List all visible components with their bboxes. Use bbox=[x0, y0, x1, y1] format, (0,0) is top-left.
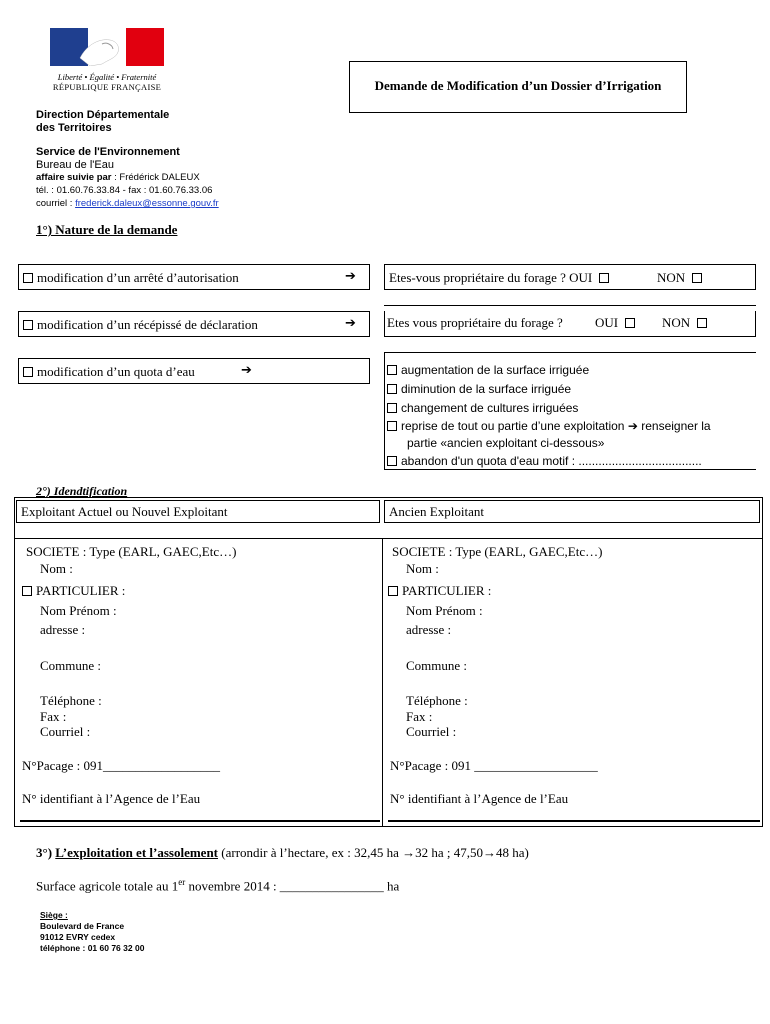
col-left-title: Exploitant Actuel ou Nouvel Exploitant bbox=[21, 504, 228, 519]
quota-option-label: abandon d'un quota d'eau motif : ..................................... bbox=[401, 454, 702, 468]
surface-label: Surface agricole totale au 1 bbox=[36, 878, 179, 894]
option-recepisse-box[interactable] bbox=[18, 311, 370, 337]
row-divider bbox=[384, 305, 756, 306]
pacage-left[interactable]: N°Pacage : 091__________________ bbox=[22, 758, 221, 773]
col-right-title-box bbox=[384, 500, 760, 523]
column-divider bbox=[382, 538, 383, 827]
email-link[interactable]: frederick.daleux@essonne.gouv.fr bbox=[75, 198, 219, 209]
quota-option-row bbox=[387, 399, 759, 418]
col-right-title: Ancien Exploitant bbox=[389, 504, 484, 519]
quota-option-row bbox=[387, 418, 759, 435]
col-left-title-box bbox=[16, 500, 380, 523]
quota-option-label: changement de cultures irriguées bbox=[401, 401, 579, 415]
courriel-label: Courriel : bbox=[40, 724, 91, 739]
quota-option-label: diminution de la surface irriguée bbox=[401, 382, 572, 396]
q1-non-label: NON bbox=[657, 270, 686, 285]
form-title: Demande de Modification d’un Dossier d’Irrigation bbox=[374, 78, 662, 93]
telephone-label: Téléphone : bbox=[406, 693, 468, 708]
arrete-checkbox[interactable] bbox=[23, 273, 33, 283]
question1-label: Etes-vous propriétaire du forage ? OUI bbox=[389, 270, 593, 285]
identifiant-right-line[interactable] bbox=[388, 820, 760, 822]
nom-label: Nom : bbox=[406, 561, 439, 576]
q2-non-checkbox[interactable] bbox=[697, 318, 707, 328]
section3-number: 3°) bbox=[36, 845, 56, 860]
section3-note: (arrondir à l’hectare, ex : 32,45 ha →32 ha ; 47,50→48 ha) bbox=[218, 845, 529, 860]
identifiant-left-line[interactable] bbox=[20, 820, 380, 822]
footer-address bbox=[40, 910, 144, 954]
abandon-checkbox[interactable] bbox=[387, 456, 397, 466]
particulier-label: PARTICULIER : bbox=[36, 583, 126, 598]
logo-republic: RÉPUBLIQUE FRANÇAISE bbox=[52, 82, 162, 92]
nom-prenom-label: Nom Prénom : bbox=[406, 603, 483, 618]
form-title-box bbox=[349, 61, 687, 113]
quota-options-border bbox=[384, 352, 385, 470]
section1-heading: 1°) Nature de la demande bbox=[36, 222, 178, 237]
question1-box bbox=[384, 264, 756, 290]
option-quota-label: modification d’un quota d’eau bbox=[37, 364, 195, 379]
siege-label: Siège : bbox=[40, 910, 68, 920]
quota-options-list bbox=[387, 361, 759, 471]
recepisse-checkbox[interactable] bbox=[23, 320, 33, 330]
affaire-value: : Frédérick DALEUX bbox=[111, 172, 200, 183]
option-recepisse-label: modification d’un récépissé de déclaration bbox=[37, 317, 258, 332]
fax-label: Fax : bbox=[40, 709, 67, 724]
reprise-line2: partie «ancien exploitant ci-dessous» bbox=[407, 436, 605, 450]
augmentation-checkbox[interactable] bbox=[387, 365, 397, 375]
footer-phone: téléphone : 01 60 76 32 00 bbox=[40, 943, 145, 953]
pacage-right[interactable]: N°Pacage : 091 ___________________ bbox=[390, 758, 598, 773]
identifiant-left: N° identifiant à l’Agence de l’Eau bbox=[22, 791, 201, 806]
affaire-label: affaire suivie par bbox=[36, 172, 112, 183]
question2-box bbox=[384, 311, 756, 337]
quota-option-label: augmentation de la surface irriguée bbox=[401, 363, 590, 377]
q2-non-label: NON bbox=[662, 315, 691, 330]
footer-address2: 91012 EVRY cedex bbox=[40, 932, 116, 942]
affaire-line bbox=[36, 172, 219, 184]
fax-label: Fax : bbox=[406, 709, 433, 724]
arrow-right-icon: ➔ bbox=[345, 316, 356, 331]
email-label: courriel : bbox=[36, 198, 76, 209]
commune-label: Commune : bbox=[406, 658, 468, 673]
reprise-suffix: renseigner la bbox=[641, 419, 711, 433]
tel-fax: tél. : 01.60.76.33.84 - fax : 01.60.76.33.06 bbox=[36, 185, 213, 196]
q1-non-checkbox[interactable] bbox=[692, 273, 702, 283]
row-divider bbox=[14, 538, 763, 539]
section3-heading: L’exploitation et l’assolement bbox=[55, 845, 219, 860]
direction-line2: des Territoires bbox=[36, 122, 112, 134]
identification-right bbox=[392, 543, 752, 739]
option-arrete-label: modification d’un arrêté d’autorisation bbox=[37, 270, 239, 285]
nom-prenom-label: Nom Prénom : bbox=[40, 603, 117, 618]
logo-motto: Liberté • Égalité • Fraternité bbox=[57, 72, 157, 82]
commune-label: Commune : bbox=[40, 658, 102, 673]
adresse-label: adresse : bbox=[40, 622, 86, 637]
surface-sup: er bbox=[178, 877, 186, 887]
surface-field[interactable]: novembre 2014 : ________________ ha bbox=[185, 878, 400, 894]
quota-checkbox[interactable] bbox=[23, 367, 33, 377]
q2-oui-checkbox[interactable] bbox=[625, 318, 635, 328]
question2-label: Etes vous propriétaire du forage ? bbox=[387, 315, 563, 330]
particulier-row bbox=[26, 582, 376, 599]
direction-line1: Direction Départementale bbox=[36, 109, 170, 121]
surface-row[interactable] bbox=[36, 877, 399, 894]
societe-label: SOCIETE : Type (EARL, GAEC,Etc…) bbox=[26, 544, 237, 559]
arrow-right-icon: ➔ bbox=[627, 419, 638, 433]
quota-option-row bbox=[387, 452, 759, 471]
courriel-label: Courriel : bbox=[406, 724, 457, 739]
arrow-right-icon: ➔ bbox=[241, 363, 252, 378]
adresse-label: adresse : bbox=[406, 622, 452, 637]
diminution-checkbox[interactable] bbox=[387, 384, 397, 394]
particulier-checkbox[interactable] bbox=[388, 586, 398, 596]
service-name: Service de l'Environnement bbox=[36, 146, 180, 158]
nom-label: Nom : bbox=[40, 561, 73, 576]
bureau-name: Bureau de l'Eau bbox=[36, 159, 114, 171]
societe-label: SOCIETE : Type (EARL, GAEC,Etc…) bbox=[392, 544, 603, 559]
option-quota-box[interactable] bbox=[18, 358, 370, 384]
section2-heading: 2°) Idendtification bbox=[36, 484, 128, 498]
quota-option-label: reprise de tout ou partie d’une exploitation bbox=[401, 419, 625, 433]
footer-address1: Boulevard de France bbox=[40, 921, 125, 931]
marianne-logo bbox=[50, 28, 164, 90]
changement-checkbox[interactable] bbox=[387, 403, 397, 413]
reprise-checkbox[interactable] bbox=[387, 421, 397, 431]
q2-oui-label: OUI bbox=[595, 315, 619, 330]
identifiant-right: N° identifiant à l’Agence de l’Eau bbox=[390, 791, 569, 806]
sender-block bbox=[36, 109, 219, 210]
flag-icon bbox=[50, 28, 164, 66]
identification-left bbox=[26, 543, 376, 739]
arrow-right-icon: ➔ bbox=[345, 269, 356, 284]
email-line bbox=[36, 197, 219, 210]
particulier-label: PARTICULIER : bbox=[402, 583, 492, 598]
q1-oui-checkbox[interactable] bbox=[599, 273, 609, 283]
telephone-label: Téléphone : bbox=[40, 693, 102, 708]
quota-option-row bbox=[387, 361, 759, 380]
option-arrete-box[interactable] bbox=[18, 264, 370, 290]
row-divider bbox=[384, 352, 756, 353]
section3-heading-row bbox=[36, 845, 529, 861]
particulier-checkbox[interactable] bbox=[22, 586, 32, 596]
particulier-row bbox=[392, 582, 752, 599]
quota-option-row bbox=[387, 380, 759, 399]
